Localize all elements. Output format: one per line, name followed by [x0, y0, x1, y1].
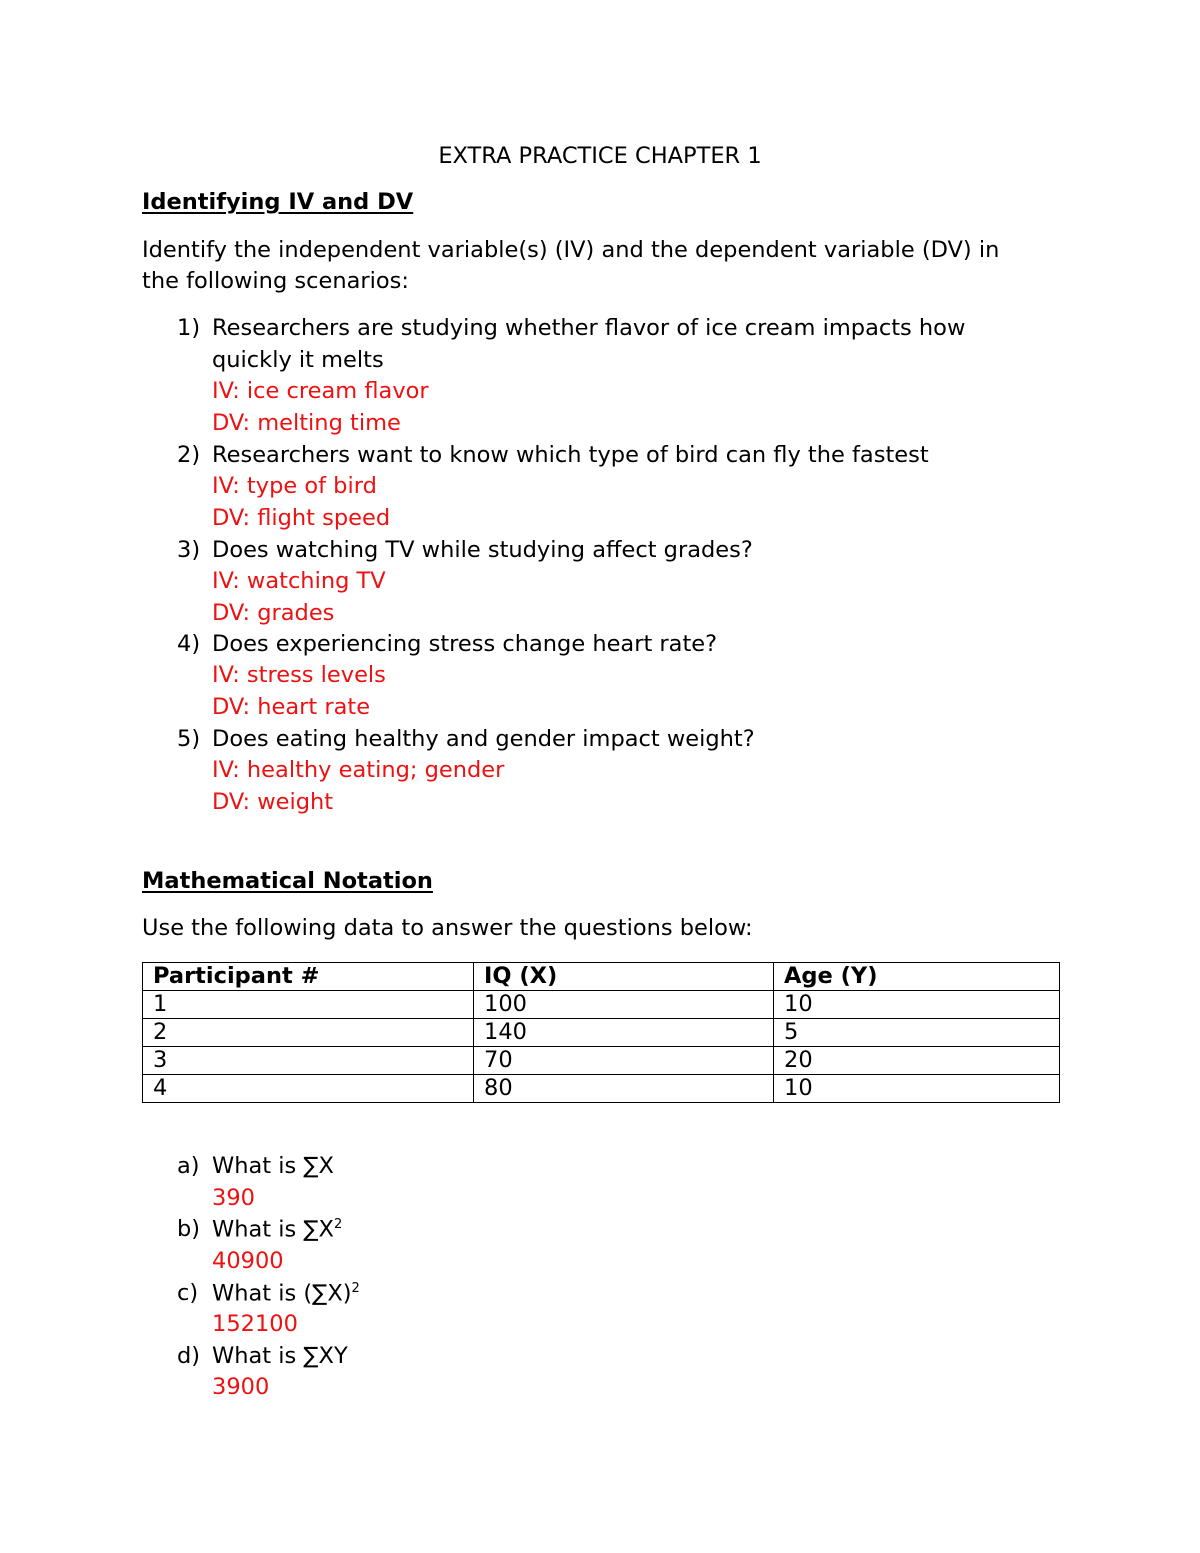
iv-answer: IV: watching TV: [212, 568, 386, 594]
section-heading-iv-dv: Identifying IV and DV: [142, 189, 414, 215]
math-question-text: What is (∑X): [212, 1280, 352, 1307]
math-answer: 3900: [212, 1374, 270, 1400]
section-heading-math-notation: Mathematical Notation: [142, 868, 433, 894]
column-header-participant: Participant #: [143, 963, 474, 991]
dv-answer: DV: grades: [212, 600, 335, 626]
iv-answer: IV: healthy eating; gender: [212, 757, 505, 783]
table-cell: 70: [474, 1047, 774, 1075]
list-item-number: 2): [177, 442, 201, 468]
page-title: EXTRA PRACTICE CHAPTER 1: [438, 143, 762, 169]
table-cell: 80: [474, 1075, 774, 1103]
iv-answer: IV: type of bird: [212, 473, 377, 499]
superscript: 2: [351, 1281, 360, 1296]
column-header-iq: IQ (X): [474, 963, 774, 991]
table-cell: 2: [143, 1019, 474, 1047]
list-item-number: 3): [177, 537, 201, 563]
table-cell: 10: [774, 1075, 1060, 1103]
list-item-number: 1): [177, 315, 201, 341]
table-row: [143, 1047, 1060, 1075]
column-header-age: Age (Y): [774, 963, 1060, 991]
table-intro-text: Use the following data to answer the questions below:: [142, 915, 753, 941]
math-answer: 40900: [212, 1248, 284, 1274]
scenario-question: Researchers want to know which type of bird can fly the fastest: [212, 442, 929, 468]
table-cell: 5: [774, 1019, 1060, 1047]
dv-answer: DV: flight speed: [212, 505, 391, 531]
math-question: [212, 1282, 360, 1305]
math-answer: 152100: [212, 1311, 298, 1337]
list-item-number: 5): [177, 726, 201, 752]
iv-answer: IV: ice cream flavor: [212, 378, 429, 404]
dv-answer: DV: melting time: [212, 410, 401, 436]
intro-text-line-2: the following scenarios:: [142, 268, 409, 294]
math-question: [212, 1218, 342, 1241]
table-cell: 4: [143, 1075, 474, 1103]
scenario-question: Researchers are studying whether flavor of ice cream impacts how: [212, 315, 966, 341]
table-cell: 100: [474, 991, 774, 1019]
table-row: [143, 991, 1060, 1019]
table-cell: 140: [474, 1019, 774, 1047]
math-answer: 390: [212, 1185, 255, 1211]
scenario-question: Does eating healthy and gender impact weight?: [212, 726, 755, 752]
dv-answer: DV: heart rate: [212, 694, 371, 720]
table-row: [143, 1075, 1060, 1103]
superscript: 2: [333, 1217, 343, 1232]
table-cell: 3: [143, 1047, 474, 1075]
scenario-question-continued: quickly it melts: [212, 347, 384, 373]
question-label: d): [177, 1343, 201, 1369]
math-question-text: What is ∑X: [212, 1216, 334, 1243]
scenario-question: Does watching TV while studying affect grades?: [212, 537, 753, 563]
scenario-question: Does experiencing stress change heart rate?: [212, 631, 718, 657]
table-header-row: [143, 963, 1060, 991]
table-row: [143, 1019, 1060, 1047]
table-cell: 1: [143, 991, 474, 1019]
intro-text-line-1: Identify the independent variable(s) (IV) and the dependent variable (DV) in: [142, 237, 1000, 263]
data-table: [142, 962, 1060, 1103]
list-item-number: 4): [177, 631, 201, 657]
question-label: b): [177, 1216, 201, 1242]
iv-answer: IV: stress levels: [212, 662, 386, 688]
table-cell: 20: [774, 1047, 1060, 1075]
dv-answer: DV: weight: [212, 789, 334, 815]
math-question: What is ∑XY: [212, 1343, 348, 1369]
table-cell: 10: [774, 991, 1060, 1019]
question-label: a): [177, 1153, 200, 1179]
math-question: What is ∑X: [212, 1153, 334, 1179]
question-label: c): [177, 1280, 199, 1306]
